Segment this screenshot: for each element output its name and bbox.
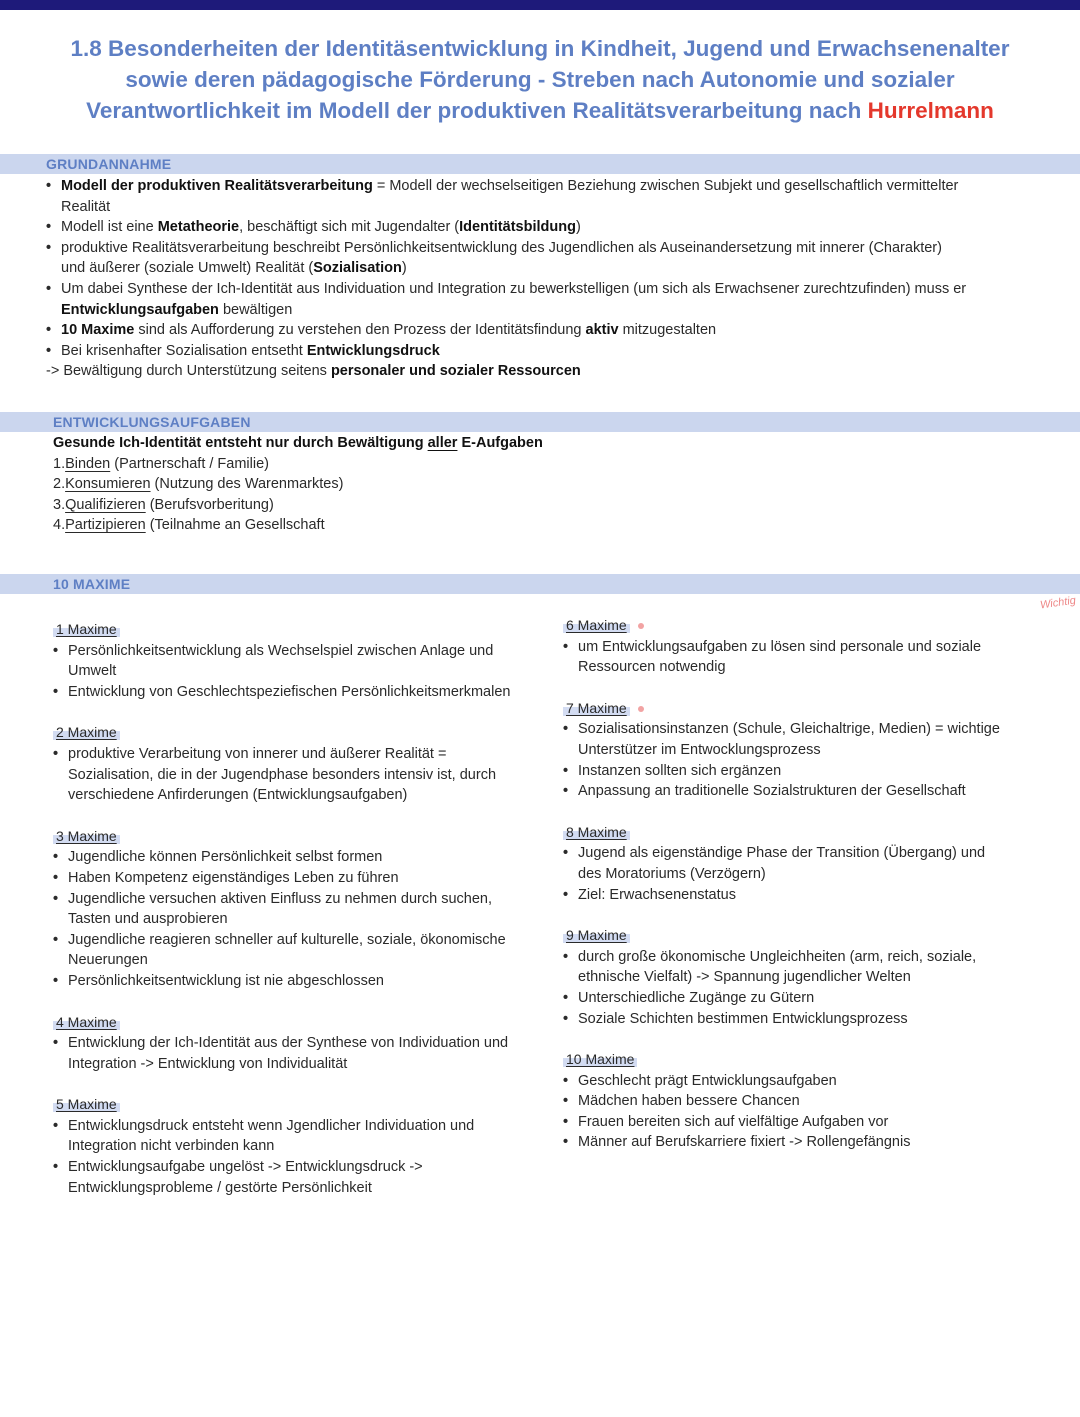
important-dot-icon [638,706,644,712]
important-dot-icon [638,623,644,629]
maxime-4-label: 4 Maxime [53,1014,120,1030]
list-item: • Entwicklung von Geschlechtspeziefischen Persönlichkeitsmerkmalen [53,682,548,703]
list-item: • um Entwicklungsaufgaben zu lösen sind personale und soziale [563,637,1043,658]
entwicklungsaufgaben-lead: Gesunde Ich-Identität entsteht nur durch Bewältigung aller E-Aufgaben [53,435,543,451]
list-item: • Bei krisenhafter Sozialisation entsetht Entwicklungsdruck [46,341,1046,362]
maxime-right-column: 6 Maxime • um Entwicklungsaufgaben zu lösen sind personale und soziale Ressourcen notwendig 7 Maxime • Sozialisationsinstanzen (Schule, Gleichaltrige, Medien) = wichtige Unterstützer im Entwocklungsprozess • Instanzen sollten sich ergänzen • Anpassung an traditionelle Sozialstrukturen der Gesellschaft 8 Maxime • Jugend als eigenständige Phase der Transition (Übergang) und des Moratoriums (Verzögern) • Ziel: Erwachsenenstatus 9 Maxime • durch große ökonomische Ungleichheiten (arm, reich, soziale, ethnische Vielfalt) -> Spannung jugendlicher Welten • Unterschiedliche Zugänge zu Gütern • Soziale Schichten bestimmen Entwicklungsprozess 10 Maxime • Geschlecht prägt Entwicklungsaufgaben • Mädchen haben bessere Chancen • Frauen bereiten sich auf vielfältige Aufgaben vor • Männer auf Berufskarriere fixiert -> Rollengefängnis [563,616,1043,1153]
maxime-1-label: 1 Maxime [53,621,120,637]
list-item: • produktive Realitätsverarbeitung beschreibt Persönlichkeitsentwicklung des Jugendlichen als Auseinandersetzung mit innerer (Charakter) [46,238,1046,259]
task-item: 3.Qualifizieren (Berufsvorberitung) [53,496,274,513]
list-item: • Instanzen sollten sich ergänzen [563,761,1043,782]
list-item: • Haben Kompetenz eigenständiges Leben zu führen [53,868,548,889]
list-item: • Mädchen haben bessere Chancen [563,1091,1043,1112]
list-item: • durch große ökonomische Ungleichheiten (arm, reich, soziale, [563,947,1043,968]
list-item: • Männer auf Berufskarriere fixiert -> Rollengefängnis [563,1132,1043,1153]
title-line-3: Verantwortlichkeit im Modell der produktiven Realitätsverarbeitung nach Hurrelmann [86,98,994,123]
task-item: 4.Partizipieren (Teilnahme an Gesellschaft [53,517,325,534]
section-band-maxime [0,574,1080,594]
list-item-continuation: Entwicklungsaufgaben bewältigen [61,301,293,318]
list-item: • 10 Maxime sind als Aufforderung zu verstehen den Prozess der Identitätsfindung aktiv mitzugestalten [46,320,1046,341]
list-item: • Soziale Schichten bestimmen Entwicklungsprozess [563,1009,1043,1030]
task-item: 2.Konsumieren (Nutzung des Warenmarktes) [53,476,344,493]
grundannahme-list [46,176,1046,382]
entwicklungsaufgaben-list [53,433,953,536]
maxime-left-column: 1 Maxime • Persönlichkeitsentwicklung als Wechselspiel zwischen Anlage und Umwelt • Entwicklung von Geschlechtspeziefischen Persönlichkeitsmerkmalen 2 Maxime • produktive Verarbeitung von innerer und äußerer Realität = Sozialisation, die in der Jugendphase besonders intensiv ist, durch verschiedene Anfirderungen (Entwicklungsaufgaben) 3 Maxime • Jugendliche können Persönlichkeit selbst formen • Haben Kompetenz eigenständiges Leben zu führen • Jugendliche versuchen aktiven Einfluss zu nehmen durch suchen, Tasten und ausprobieren • Jugendliche reagieren schneller auf kulturelle, soziale, ökonomische Neuerungen • Persönlichkeitsentwicklung ist nie abgeschlossen 4 Maxime • Entwicklung der Ich-Identität aus der Synthese von Individuation und Integration -> Entwicklung von Individualität 5 Maxime • Entwicklungsdruck entsteht wenn Jgendlicher Individuation und Integration nicht verbinden kann • Entwicklungsaufgabe ungelöst -> Entwicklungsdruck -> Entwicklungsprobleme / gestörte Persönlichkeit [53,620,548,1198]
list-item: • Um dabei Synthese der Ich-Identität aus Individuation und Integration zu bewerkstelligen (um sich als Erwachsener zurechtzufinden) muss er [46,279,1046,300]
list-item: • Sozialisationsinstanzen (Schule, Gleichaltrige, Medien) = wichtige [563,719,1043,740]
list-item: • Ziel: Erwachsenenstatus [563,885,1043,906]
list-item: • Jugendliche versuchen aktiven Einfluss zu nehmen durch suchen, [53,889,548,910]
list-item: • Jugend als eigenständige Phase der Transition (Übergang) und [563,843,1043,864]
list-item: • produktive Verarbeitung von innerer und äußerer Realität = [53,744,548,765]
task-item: 1.Binden (Partnerschaft / Familie) [53,455,269,472]
maxime-3-label: 3 Maxime [53,828,120,844]
list-item: • Entwicklung der Ich-Identität aus der Synthese von Individuation und [53,1033,548,1054]
list-item: • Modell ist eine Metatheorie, beschäftigt sich mit Jugendalter (Identitätsbildung) [46,217,1046,238]
title-line-2: sowie deren pädagogische Förderung - Streben nach Autonomie und sozialer [125,67,955,92]
list-item-continuation: Realität [61,198,111,215]
list-item: • Persönlichkeitsentwicklung als Wechselspiel zwischen Anlage und [53,641,548,662]
page-title [40,33,1040,126]
title-line-1: 1.8 Besonderheiten der Identitäsentwicklung in Kindheit, Jugend und Erwachsenenalter [70,36,1010,61]
list-item: • Jugendliche können Persönlichkeit selbst formen [53,847,548,868]
list-item: • Entwicklungsdruck entsteht wenn Jgendlicher Individuation und [53,1116,548,1137]
list-item: • Jugendliche reagieren schneller auf kulturelle, soziale, ökonomische [53,930,548,951]
list-item: • Frauen bereiten sich auf vielfältige Aufgaben vor [563,1112,1043,1133]
section-band-grundannahme [0,154,1080,174]
maxime-9-label: 9 Maxime [563,927,630,943]
section-band-entwicklungsaufgaben [0,412,1080,432]
maxime-6-label: 6 Maxime [563,617,630,633]
maxime-10-label: 10 Maxime [563,1051,637,1067]
maxime-8-label: 8 Maxime [563,824,630,840]
section-heading-entwicklungsaufgaben: ENTWICKLUNGSAUFGABEN [53,414,251,430]
list-item: • Geschlecht prägt Entwicklungsaufgaben [563,1071,1043,1092]
list-item-continuation: und äußerer (soziale Umwelt) Realität (Sozialisation) [61,260,407,277]
list-item: • Entwicklungsaufgabe ungelöst -> Entwicklungsdruck -> [53,1157,548,1178]
list-item: • Persönlichkeitsentwicklung ist nie abgeschlossen [53,971,548,992]
wichtig-note: Wichtig [1039,594,1077,612]
list-item-arrow: -> Bewältigung durch Unterstützung seitens personaler und sozialer Ressourcen [46,363,581,380]
list-item: • Modell der produktiven Realitätsverarbeitung = Modell der wechselseitigen Beziehung zwischen Subjekt und gesellschaftlich vermittelter [46,176,1046,197]
maxime-2-label: 2 Maxime [53,724,120,740]
maxime-7-label: 7 Maxime [563,700,630,716]
list-item: • Anpassung an traditionelle Sozialstrukturen der Gesellschaft [563,781,1043,802]
top-accent-bar [0,0,1080,10]
maxime-5-label: 5 Maxime [53,1096,120,1112]
title-author: Hurrelmann [867,98,994,123]
section-heading-maxime: 10 MAXIME [53,576,131,592]
section-heading-grundannahme: GRUNDANNAHME [46,156,172,172]
list-item: • Unterschiedliche Zugänge zu Gütern [563,988,1043,1009]
